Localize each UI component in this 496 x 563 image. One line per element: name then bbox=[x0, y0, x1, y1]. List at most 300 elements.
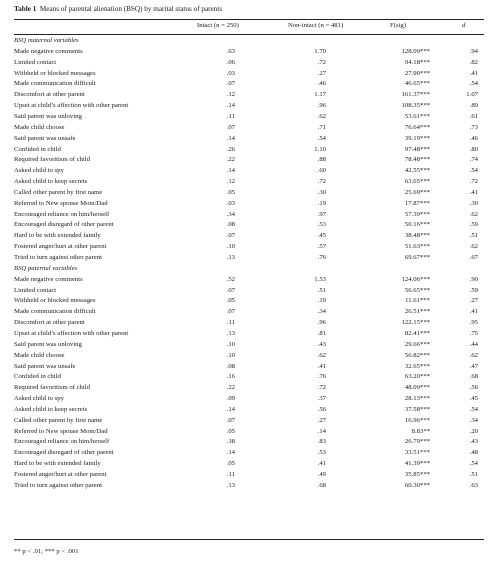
cell-variable: Upset at child’s affection with other parent bbox=[14, 329, 129, 337]
cell-non-intact-mean bbox=[288, 188, 326, 199]
cell-f-value bbox=[390, 394, 430, 405]
cell-effect-size-value: .30 bbox=[469, 199, 478, 207]
cell-effect-size bbox=[460, 101, 478, 112]
cell-f-value bbox=[390, 47, 430, 58]
cell-effect-size-value: .54 bbox=[469, 405, 478, 413]
cell-effect-size bbox=[460, 416, 478, 427]
table-row bbox=[0, 177, 496, 188]
cell-effect-size bbox=[460, 253, 478, 264]
cell-intact-mean-value: .05 bbox=[226, 188, 235, 196]
cell-non-intact-mean bbox=[288, 296, 326, 307]
cell-effect-size bbox=[460, 405, 478, 416]
cell-non-intact-mean-value: .96 bbox=[317, 102, 326, 110]
cell-effect-size bbox=[460, 427, 478, 438]
cell-f-value-value: 124.06*** bbox=[401, 275, 430, 283]
cell-f-value bbox=[390, 188, 430, 199]
cell-effect-size bbox=[460, 69, 478, 80]
cell-intact-mean bbox=[197, 90, 235, 101]
cell-intact-mean-value: .14 bbox=[226, 134, 235, 142]
table-row bbox=[0, 427, 496, 438]
cell-intact-mean-value: .52 bbox=[226, 275, 235, 283]
table-row bbox=[0, 362, 496, 373]
cell-effect-size bbox=[460, 362, 478, 373]
table-row bbox=[0, 296, 496, 307]
cell-effect-size-value: .90 bbox=[469, 275, 478, 283]
cell-intact-mean-value: .34 bbox=[226, 210, 235, 218]
cell-effect-size-value: .63 bbox=[469, 481, 478, 489]
cell-f-value-value: 26.51*** bbox=[404, 308, 430, 316]
cell-effect-size bbox=[460, 481, 478, 492]
table-row bbox=[0, 372, 496, 383]
cell-effect-size-value: .46 bbox=[469, 134, 478, 142]
cell-f-value-value: 32.65*** bbox=[404, 362, 430, 370]
cell-intact-mean bbox=[197, 437, 235, 448]
cell-effect-size bbox=[460, 459, 478, 470]
cell-effect-size bbox=[460, 134, 478, 145]
cell-non-intact-mean bbox=[288, 242, 326, 253]
table-row bbox=[0, 145, 496, 156]
cell-variable: Made child choose bbox=[14, 123, 65, 131]
cell-effect-size-value: .74 bbox=[469, 156, 478, 164]
cell-non-intact-mean bbox=[288, 318, 326, 329]
cell-f-value-value: 41.39*** bbox=[404, 460, 430, 468]
cell-non-intact-mean-value: .14 bbox=[317, 427, 326, 435]
table-row bbox=[0, 459, 496, 470]
cell-non-intact-mean bbox=[288, 394, 326, 405]
cell-non-intact-mean bbox=[288, 329, 326, 340]
cell-intact-mean bbox=[197, 329, 235, 340]
cell-intact-mean-value: .07 bbox=[226, 232, 235, 240]
table-row bbox=[0, 437, 496, 448]
section-heading: BSQ paternal variables bbox=[14, 264, 78, 272]
cell-non-intact-mean bbox=[288, 362, 326, 373]
cell-intact-mean-value: .07 bbox=[226, 416, 235, 424]
table-row bbox=[0, 416, 496, 427]
cell-non-intact-mean bbox=[288, 90, 326, 101]
cell-non-intact-mean-value: .71 bbox=[317, 123, 326, 131]
cell-intact-mean bbox=[197, 405, 235, 416]
cell-non-intact-mean bbox=[288, 210, 326, 221]
cell-f-value-value: 82.41*** bbox=[404, 329, 430, 337]
cell-non-intact-mean-value: .62 bbox=[317, 112, 326, 120]
cell-intact-mean-value: .26 bbox=[226, 145, 235, 153]
table-row bbox=[0, 112, 496, 123]
table-row bbox=[0, 155, 496, 166]
cell-f-value bbox=[390, 145, 430, 156]
cell-variable: Required favoritism of child bbox=[14, 384, 90, 392]
cell-non-intact-mean-value: .41 bbox=[317, 460, 326, 468]
cell-f-value bbox=[390, 123, 430, 134]
cell-variable: Encouraged disregard of other parent bbox=[14, 221, 114, 229]
cell-f-value bbox=[390, 275, 430, 286]
cell-variable: Said parent was unloving bbox=[14, 340, 82, 348]
cell-variable: Made communication difficult bbox=[14, 80, 96, 88]
cell-variable: Encouraged reliance on him/herself bbox=[14, 210, 110, 218]
cell-effect-size bbox=[460, 340, 478, 351]
cell-non-intact-mean bbox=[288, 134, 326, 145]
cell-intact-mean bbox=[197, 427, 235, 438]
cell-effect-size-value: .61 bbox=[469, 112, 478, 120]
cell-f-value bbox=[390, 372, 430, 383]
cell-effect-size-value: .73 bbox=[469, 123, 478, 131]
cell-intact-mean bbox=[197, 145, 235, 156]
cell-effect-size bbox=[460, 437, 478, 448]
table-row bbox=[0, 307, 496, 318]
cell-variable: Confided in child bbox=[14, 145, 61, 153]
cell-intact-mean-value: .03 bbox=[226, 69, 235, 77]
cell-effect-size bbox=[460, 394, 478, 405]
cell-intact-mean-value: .14 bbox=[226, 405, 235, 413]
cell-intact-mean-value: .05 bbox=[226, 427, 235, 435]
cell-effect-size-value: .34 bbox=[469, 416, 478, 424]
cell-variable: Made negative comments bbox=[14, 275, 83, 283]
table-caption bbox=[14, 5, 222, 13]
cell-intact-mean-value: .12 bbox=[226, 178, 235, 186]
cell-variable: Fostered anger/hurt at other parent bbox=[14, 243, 107, 251]
cell-non-intact-mean bbox=[288, 416, 326, 427]
cell-non-intact-mean bbox=[288, 383, 326, 394]
cell-f-value bbox=[390, 362, 430, 373]
cell-f-value bbox=[390, 134, 430, 145]
cell-effect-size-value: .51 bbox=[469, 232, 478, 240]
cell-effect-size bbox=[460, 123, 478, 134]
cell-effect-size bbox=[460, 199, 478, 210]
cell-intact-mean-value: .07 bbox=[226, 308, 235, 316]
cell-f-value-value: 161.37*** bbox=[401, 91, 430, 99]
cell-f-value-value: 69.67*** bbox=[404, 254, 430, 261]
cell-variable: Made child choose bbox=[14, 351, 65, 359]
cell-non-intact-mean bbox=[288, 253, 326, 264]
cell-non-intact-mean bbox=[288, 340, 326, 351]
cell-f-value bbox=[390, 470, 430, 481]
cell-variable: Limited contact bbox=[14, 58, 57, 66]
cell-f-value bbox=[390, 210, 430, 221]
table-row bbox=[0, 210, 496, 221]
cell-f-value bbox=[390, 427, 430, 438]
cell-f-value-value: 27.90*** bbox=[404, 69, 430, 77]
table-row bbox=[0, 351, 496, 362]
header-rule bbox=[14, 34, 484, 35]
cell-non-intact-mean-value: .72 bbox=[317, 58, 326, 66]
cell-intact-mean bbox=[197, 123, 235, 134]
cell-non-intact-mean bbox=[288, 448, 326, 459]
cell-intact-mean bbox=[197, 296, 235, 307]
cell-f-value bbox=[390, 112, 430, 123]
cell-f-value-value: 56.82*** bbox=[404, 351, 430, 359]
cell-intact-mean-value: .09 bbox=[226, 395, 235, 403]
cell-non-intact-mean-value: .57 bbox=[317, 243, 326, 251]
cell-non-intact-mean-value: .76 bbox=[317, 373, 326, 381]
cell-intact-mean bbox=[197, 448, 235, 459]
cell-variable: Confided in child bbox=[14, 373, 61, 381]
table-row bbox=[0, 199, 496, 210]
cell-non-intact-mean bbox=[288, 155, 326, 166]
cell-effect-size-value: .44 bbox=[469, 340, 478, 348]
cell-effect-size bbox=[460, 351, 478, 362]
cell-effect-size bbox=[460, 329, 478, 340]
cell-non-intact-mean-value: .56 bbox=[317, 405, 326, 413]
cell-f-value bbox=[390, 69, 430, 80]
cell-f-value-value: 38.48*** bbox=[404, 232, 430, 240]
cell-non-intact-mean-value: .81 bbox=[317, 329, 326, 337]
cell-effect-size-value: .82 bbox=[469, 58, 478, 66]
table-row bbox=[0, 394, 496, 405]
cell-effect-size bbox=[460, 372, 478, 383]
table-row bbox=[0, 383, 496, 394]
table-row bbox=[0, 134, 496, 145]
cell-f-value-value: 57.39*** bbox=[404, 210, 430, 218]
table-row bbox=[0, 329, 496, 340]
table-row bbox=[0, 79, 496, 90]
cell-f-value-value: 48.09*** bbox=[404, 384, 430, 392]
cell-intact-mean-value: .22 bbox=[226, 384, 235, 392]
cell-f-value-value: 78.48*** bbox=[404, 156, 430, 164]
cell-f-value bbox=[390, 90, 430, 101]
cell-intact-mean bbox=[197, 47, 235, 58]
cell-variable: Said parent was unsafe bbox=[14, 134, 76, 142]
cell-f-value bbox=[390, 101, 430, 112]
cell-f-value-value: 16.96*** bbox=[404, 416, 430, 424]
cell-variable: Required favoritism of child bbox=[14, 156, 90, 164]
cell-f-value-value: 35.85*** bbox=[404, 471, 430, 478]
cell-f-value bbox=[390, 351, 430, 362]
cell-f-value-value: 76.64*** bbox=[404, 123, 430, 131]
cell-intact-mean bbox=[197, 155, 235, 166]
cell-intact-mean-value: .38 bbox=[226, 438, 235, 446]
cell-effect-size bbox=[460, 188, 478, 199]
cell-non-intact-mean-value: 1.70 bbox=[314, 47, 326, 55]
cell-intact-mean-value: .13 bbox=[226, 481, 235, 489]
cell-non-intact-mean bbox=[288, 101, 326, 112]
cell-variable: Upset at child’s affection with other parent bbox=[14, 102, 129, 110]
cell-f-value bbox=[390, 296, 430, 307]
cell-variable: Called other parent by first name bbox=[14, 188, 103, 196]
table-row bbox=[0, 166, 496, 177]
cell-f-value-value: 53.61*** bbox=[404, 112, 430, 120]
cell-effect-size-value: .59 bbox=[469, 221, 478, 229]
cell-non-intact-mean-value: .54 bbox=[317, 134, 326, 142]
cell-intact-mean-value: .07 bbox=[226, 286, 235, 294]
cell-intact-mean bbox=[197, 481, 235, 492]
cell-effect-size-value: .54 bbox=[469, 80, 478, 88]
table-row bbox=[0, 220, 496, 231]
section-heading-row bbox=[0, 36, 496, 47]
cell-non-intact-mean bbox=[288, 177, 326, 188]
cell-non-intact-mean bbox=[288, 145, 326, 156]
cell-f-value bbox=[390, 177, 430, 188]
cell-f-value-value: 29.66*** bbox=[404, 340, 430, 348]
cell-f-value-value: 46.65*** bbox=[404, 80, 430, 88]
cell-effect-size-value: .54 bbox=[469, 167, 478, 175]
cell-f-value-value: 25.69*** bbox=[404, 188, 430, 196]
cell-effect-size-value: .20 bbox=[469, 427, 478, 435]
cell-f-value-value: 63.20*** bbox=[404, 373, 430, 381]
cell-non-intact-mean bbox=[288, 79, 326, 90]
cell-effect-size-value: .95 bbox=[469, 319, 478, 327]
table-row bbox=[0, 101, 496, 112]
cell-f-value-value: 50.16*** bbox=[404, 221, 430, 229]
table-footnote: ** p < .01; *** p < .001 bbox=[14, 548, 79, 555]
cell-non-intact-mean bbox=[288, 199, 326, 210]
table-row bbox=[0, 123, 496, 134]
table-title: Means of parental alienation (BSQ) by marital status of parents bbox=[39, 5, 223, 13]
cell-intact-mean bbox=[197, 470, 235, 481]
cell-variable: Hard to be with extended family bbox=[14, 460, 101, 468]
cell-intact-mean-value: .11 bbox=[226, 319, 235, 327]
cell-variable: Withheld or blocked messages bbox=[14, 69, 96, 77]
bottom-rule bbox=[14, 539, 484, 540]
table-row bbox=[0, 69, 496, 80]
cell-effect-size-value: .59 bbox=[469, 286, 478, 294]
cell-intact-mean bbox=[197, 459, 235, 470]
cell-effect-size bbox=[460, 307, 478, 318]
cell-effect-size bbox=[460, 90, 478, 101]
cell-non-intact-mean-value: .76 bbox=[317, 254, 326, 261]
cell-effect-size-value: .41 bbox=[469, 69, 478, 77]
cell-effect-size bbox=[460, 242, 478, 253]
cell-non-intact-mean-value: 1.17 bbox=[314, 91, 326, 99]
cell-intact-mean-value: .07 bbox=[226, 80, 235, 88]
cell-f-value-value: 39.19*** bbox=[404, 134, 430, 142]
cell-variable: Asked child to spy bbox=[14, 395, 64, 403]
cell-variable: Said parent was unloving bbox=[14, 112, 82, 120]
cell-intact-mean bbox=[197, 416, 235, 427]
cell-effect-size bbox=[460, 231, 478, 242]
cell-intact-mean-value: .13 bbox=[226, 254, 235, 261]
cell-effect-size-value: .56 bbox=[469, 384, 478, 392]
cell-non-intact-mean bbox=[288, 231, 326, 242]
cell-intact-mean bbox=[197, 79, 235, 90]
table-row bbox=[0, 286, 496, 297]
cell-effect-size-value: .43 bbox=[469, 438, 478, 446]
cell-intact-mean bbox=[197, 372, 235, 383]
cell-intact-mean-value: .14 bbox=[226, 449, 235, 457]
cell-effect-size bbox=[460, 58, 478, 69]
cell-f-value-value: 42.55*** bbox=[404, 167, 430, 175]
cell-f-value-value: 8.83** bbox=[411, 427, 430, 435]
cell-intact-mean-value: .08 bbox=[226, 362, 235, 370]
header-f-sig: F(sig) bbox=[390, 22, 406, 29]
cell-non-intact-mean-value: .96 bbox=[317, 319, 326, 327]
cell-intact-mean-value: .14 bbox=[226, 102, 235, 110]
cell-non-intact-mean bbox=[288, 459, 326, 470]
cell-f-value bbox=[390, 383, 430, 394]
cell-f-value-value: 28.13*** bbox=[404, 395, 430, 403]
cell-non-intact-mean bbox=[288, 372, 326, 383]
cell-f-value bbox=[390, 199, 430, 210]
cell-non-intact-mean-value: .97 bbox=[317, 210, 326, 218]
table-row bbox=[0, 58, 496, 69]
cell-f-value-value: 11.61*** bbox=[405, 297, 430, 305]
cell-effect-size-value: .68 bbox=[469, 373, 478, 381]
table-row bbox=[0, 470, 496, 481]
cell-effect-size bbox=[460, 286, 478, 297]
cell-effect-size bbox=[460, 296, 478, 307]
cell-non-intact-mean-value: 1.53 bbox=[314, 275, 326, 283]
table-row bbox=[0, 90, 496, 101]
cell-variable: Discomfort at other parent bbox=[14, 91, 85, 99]
cell-intact-mean bbox=[197, 112, 235, 123]
table-row bbox=[0, 242, 496, 253]
cell-f-value-value: 108.35*** bbox=[401, 102, 430, 110]
cell-intact-mean-value: .63 bbox=[226, 47, 235, 55]
cell-effect-size-value: 1.07 bbox=[466, 91, 478, 99]
cell-non-intact-mean bbox=[288, 351, 326, 362]
cell-intact-mean bbox=[197, 340, 235, 351]
cell-variable: Said parent was unsafe bbox=[14, 362, 76, 370]
cell-f-value bbox=[390, 448, 430, 459]
cell-effect-size bbox=[460, 275, 478, 286]
cell-non-intact-mean bbox=[288, 47, 326, 58]
cell-effect-size-value: .89 bbox=[469, 102, 478, 110]
cell-non-intact-mean-value: .43 bbox=[317, 340, 326, 348]
table-row bbox=[0, 318, 496, 329]
cell-intact-mean bbox=[197, 101, 235, 112]
cell-intact-mean bbox=[197, 220, 235, 231]
cell-variable: Encouraged reliance on him/herself bbox=[14, 438, 110, 446]
cell-effect-size-value: .51 bbox=[469, 471, 478, 478]
cell-variable: Hard to be with extended family bbox=[14, 232, 101, 240]
cell-effect-size-value: .80 bbox=[469, 145, 478, 153]
cell-effect-size bbox=[460, 210, 478, 221]
cell-effect-size-value: .62 bbox=[469, 243, 478, 251]
cell-non-intact-mean-value: .30 bbox=[317, 188, 326, 196]
cell-non-intact-mean-value: .53 bbox=[317, 449, 326, 457]
table-row bbox=[0, 231, 496, 242]
cell-f-value bbox=[390, 220, 430, 231]
cell-intact-mean-value: .12 bbox=[226, 91, 235, 99]
header-non-intact: Non-intact (n = 481) bbox=[288, 22, 344, 29]
cell-variable: Withheld or blocked messages bbox=[14, 297, 96, 305]
cell-f-value bbox=[390, 58, 430, 69]
top-rule bbox=[14, 19, 484, 20]
cell-intact-mean bbox=[197, 286, 235, 297]
cell-effect-size-value: .72 bbox=[469, 178, 478, 186]
cell-non-intact-mean bbox=[288, 58, 326, 69]
cell-non-intact-mean-value: 1.10 bbox=[314, 145, 326, 153]
cell-f-value-value: 60.30*** bbox=[404, 481, 430, 489]
cell-non-intact-mean-value: .19 bbox=[317, 199, 326, 207]
cell-f-value bbox=[390, 286, 430, 297]
cell-non-intact-mean-value: .68 bbox=[317, 481, 326, 489]
section-heading: BSQ maternal variables bbox=[14, 37, 79, 44]
cell-non-intact-mean-value: .37 bbox=[317, 395, 326, 403]
cell-f-value-value: 37.58*** bbox=[404, 405, 430, 413]
cell-effect-size bbox=[460, 470, 478, 481]
cell-intact-mean-value: .07 bbox=[226, 123, 235, 131]
cell-effect-size-value: .94 bbox=[469, 47, 478, 55]
cell-intact-mean bbox=[197, 253, 235, 264]
cell-non-intact-mean bbox=[288, 427, 326, 438]
table-row bbox=[0, 405, 496, 416]
cell-f-value bbox=[390, 155, 430, 166]
cell-effect-size bbox=[460, 112, 478, 123]
cell-intact-mean bbox=[197, 188, 235, 199]
cell-non-intact-mean-value: .41 bbox=[317, 362, 326, 370]
cell-effect-size bbox=[460, 155, 478, 166]
cell-variable: Made negative comments bbox=[14, 47, 83, 55]
cell-f-value bbox=[390, 416, 430, 427]
cell-non-intact-mean-value: .51 bbox=[317, 286, 326, 294]
cell-intact-mean-value: .10 bbox=[226, 351, 235, 359]
cell-f-value bbox=[390, 253, 430, 264]
cell-effect-size-value: .75 bbox=[469, 329, 478, 337]
cell-intact-mean bbox=[197, 242, 235, 253]
cell-f-value-value: 51.63*** bbox=[404, 243, 430, 251]
cell-intact-mean bbox=[197, 231, 235, 242]
cell-non-intact-mean-value: .46 bbox=[317, 80, 326, 88]
cell-effect-size bbox=[460, 318, 478, 329]
